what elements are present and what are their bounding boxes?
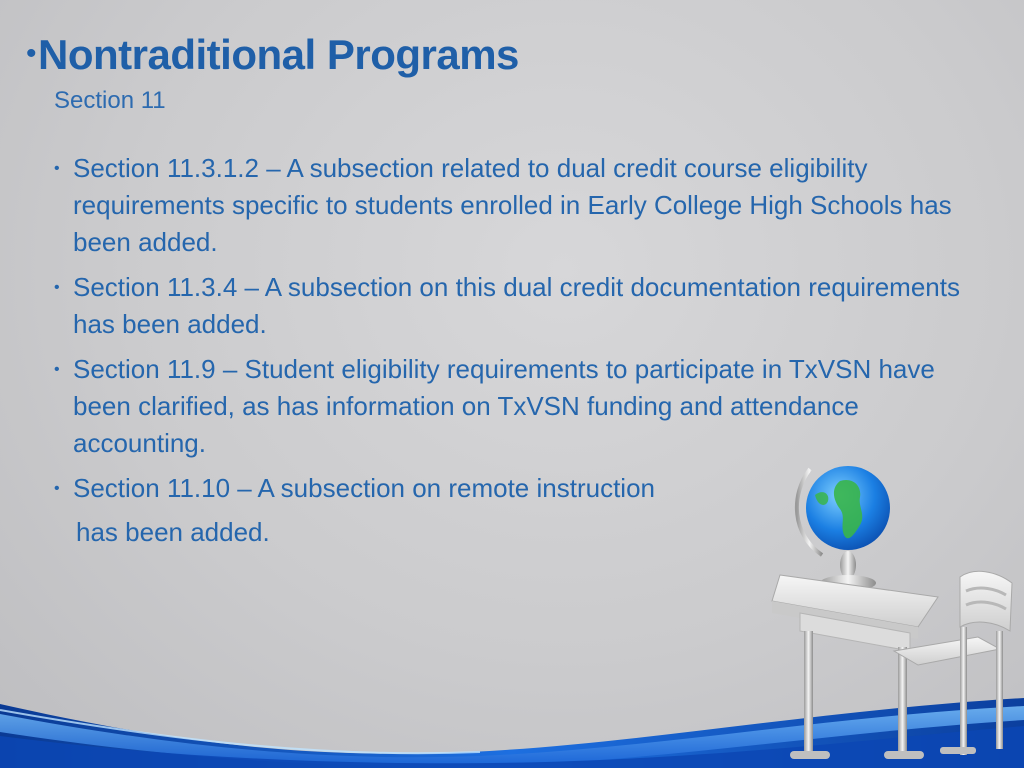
slide-title: Nontraditional Programs	[38, 31, 519, 78]
list-item-continuation: has been added.	[76, 517, 270, 547]
bullet-dot-icon: •	[54, 361, 60, 378]
bullet-dot-icon: •	[54, 160, 60, 177]
list-item-text: Section 11.3.4 – A subsection on this dual credit documentation requirements has been added.	[73, 272, 960, 339]
globe-on-school-desk-illustration	[760, 455, 1024, 768]
list-item	[54, 351, 974, 462]
bullet-dot-icon: •	[54, 480, 60, 497]
list-item-text: Section 11.9 – Student eligibility requirements to participate in TxVSN have been clarified, as has information on TxVSN funding and attendance accounting.	[73, 354, 935, 458]
list-item	[54, 150, 974, 261]
slide-title-row	[26, 30, 519, 79]
slide-subtitle: Section 11	[54, 87, 166, 114]
bullet-dot-icon: •	[26, 37, 37, 70]
title-block	[26, 30, 519, 79]
list-item-text: Section 11.3.1.2 – A subsection related to dual credit course eligibility requirements specific to students enrolled in Early College High Schools has been added.	[73, 153, 952, 257]
list-item	[54, 269, 974, 343]
bullet-dot-icon: •	[54, 279, 60, 296]
list-item-text: Section 11.10 – A subsection on remote instruction	[73, 473, 655, 503]
